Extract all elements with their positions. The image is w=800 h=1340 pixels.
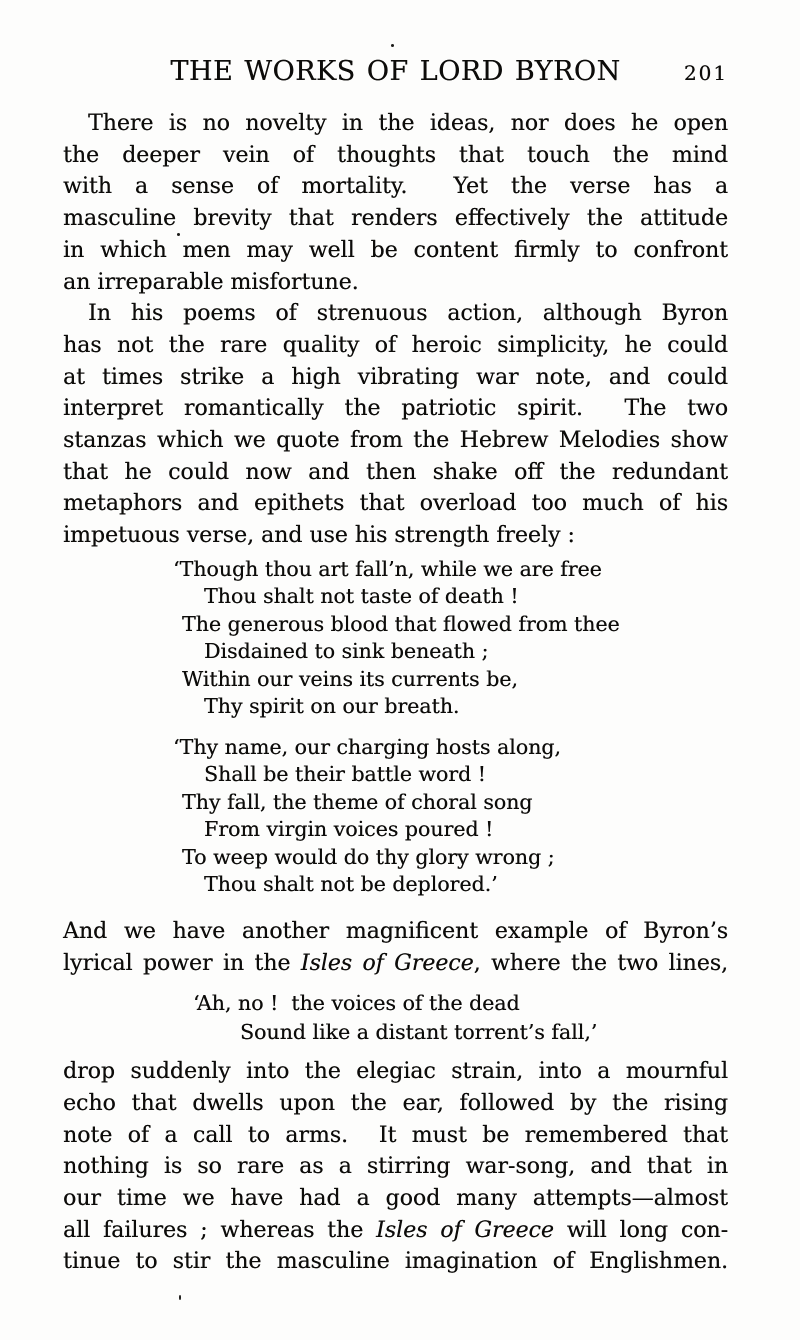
text-line: To weep would do thy glory wrong ; [182, 844, 555, 869]
text-line: Sound like a distant torrent’s fall,’ [240, 1020, 598, 1045]
text-line: note of a call to arms. It must be remembered that [63, 1122, 728, 1148]
scan-speck [179, 1295, 181, 1300]
text-line: that he could now and then shake off the redundant [63, 459, 728, 485]
paragraph-novelty [63, 108, 728, 298]
text-line: metaphors and epithets that overload too much of his [63, 491, 728, 517]
scan-speck [177, 233, 180, 236]
paragraph-elegiac-strain [63, 1056, 728, 1278]
text-line: lyrical power in the Isles of Greece, where the two lines, [63, 950, 728, 976]
page-number: 201 [683, 61, 728, 85]
text-line: ‘Thy name, our charging hosts along, [173, 734, 561, 759]
text-line: interpret romantically the patriotic spirit. The two [63, 396, 728, 422]
running-title: THE WORKS OF LORD BYRON [170, 56, 621, 87]
text-line: ‘Ah, no ! the voices of the dead [193, 991, 520, 1016]
text-line: Thou shalt not taste of death ! [204, 584, 519, 609]
text-line: drop suddenly into the elegiac strain, into a mournful [63, 1059, 728, 1085]
text-line: at times strike a high vibrating war note, and could [63, 364, 728, 390]
text-line: with a sense of mortality. Yet the verse has a [63, 174, 728, 200]
text-line: In his poems of strenuous action, although Byron [88, 301, 728, 327]
paragraph-isles-of-greece [63, 916, 728, 979]
text-line: Thy spirit on our breath. [204, 694, 460, 719]
text-line: There is no novelty in the ideas, nor does he open [88, 111, 728, 136]
text-line: masculine brevity that renders effectively the attitude [63, 206, 728, 232]
text-line: in which men may well be content firmly to confront [63, 237, 728, 263]
text-line: echo that dwells upon the ear, followed by the rising [63, 1090, 728, 1116]
text-line: Thy fall, the theme of choral song [182, 789, 533, 814]
text-line: Thou shalt not be deplored.’ [204, 872, 498, 897]
text-line: impetuous verse, and use his strength freely : [63, 523, 575, 549]
page-content [63, 0, 728, 1278]
text-line: stanzas which we quote from the Hebrew Melodies show [63, 428, 728, 454]
text-line: Disdained to sink beneath ; [204, 639, 489, 664]
text-line: From virgin voices poured ! [204, 817, 494, 842]
scan-speck [391, 44, 394, 47]
text-line: the deeper vein of thoughts that touch the mind [63, 142, 728, 168]
verse-stanza-2 [173, 734, 728, 899]
paragraph-strenuous-action [63, 298, 728, 552]
text-line: The generous blood that flowed from thee [182, 611, 620, 636]
verse-couplet [193, 989, 728, 1047]
text-line: has not the rare quality of heroic simplicity, he could [63, 332, 728, 358]
text-line: all failures ; whereas the Isles of Greece will long con- [63, 1217, 729, 1243]
verse-stanza-1 [173, 556, 728, 721]
text-line: tinue to stir the masculine imagination of Englishmen. [63, 1249, 728, 1275]
text-line: And we have another magnificent example of Byron’s [63, 918, 728, 944]
text-line: an irreparable misfortune. [63, 269, 359, 295]
text-line: Shall be their battle word ! [204, 762, 486, 787]
text-line: our time we have had a good many attempts—almost [63, 1186, 728, 1212]
text-line: ‘Though thou art fall’n, while we are free [173, 556, 602, 581]
page-header [63, 57, 728, 87]
text-line: nothing is so rare as a stirring war-song, and that in [63, 1154, 728, 1180]
text-line: Within our veins its currents be, [182, 666, 518, 691]
